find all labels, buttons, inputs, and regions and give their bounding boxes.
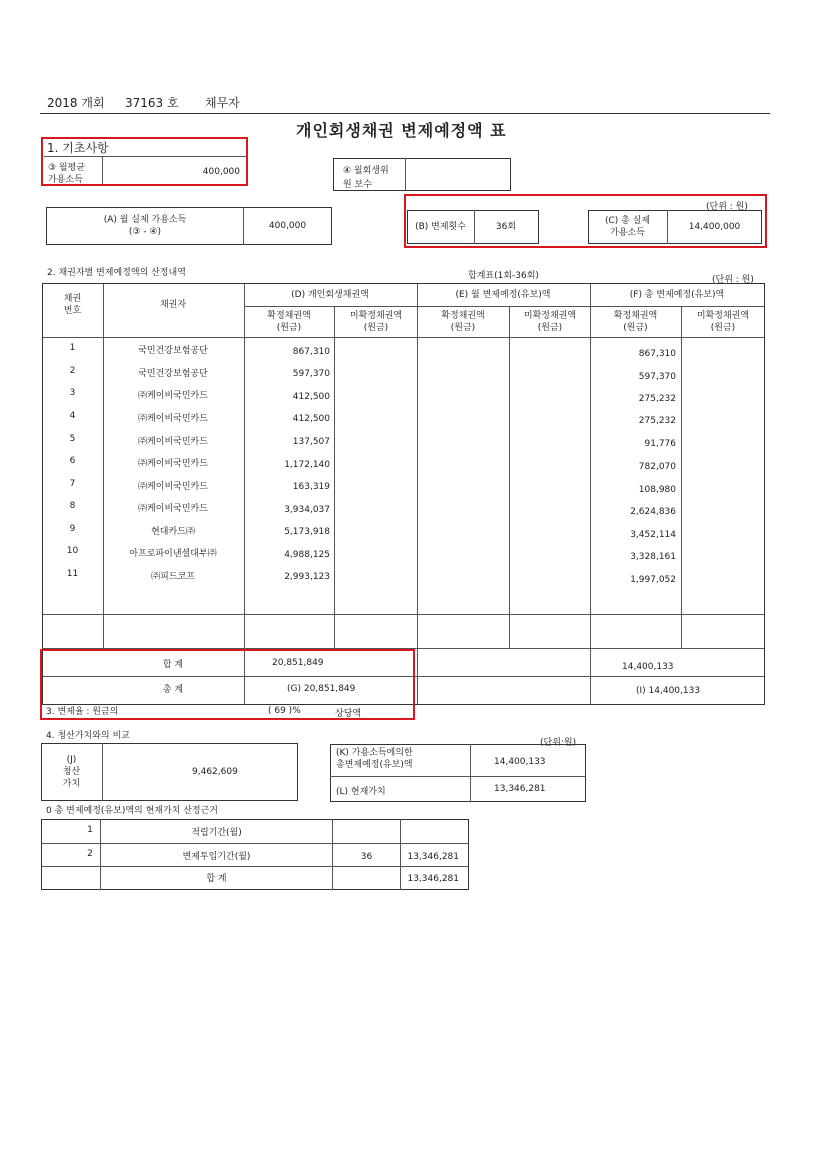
total-income-label-2: 가용소득 bbox=[610, 228, 645, 238]
row-creditor: ㈜케이비국민카드 bbox=[138, 391, 208, 401]
row-f-value: 782,070 bbox=[638, 462, 676, 472]
row-f-value: 1,997,052 bbox=[630, 575, 676, 585]
divider bbox=[405, 158, 406, 191]
case-year: 2018 개회 bbox=[47, 96, 105, 110]
unit-label-3: (단위:원) bbox=[540, 738, 577, 748]
row-f-value: 2,624,836 bbox=[630, 507, 676, 517]
row-f-value: 3,452,114 bbox=[630, 530, 676, 540]
col-f-header: (F) 총 변제예정(유보)액 bbox=[629, 289, 725, 300]
row-creditor: ㈜케이비국민카드 bbox=[138, 437, 208, 447]
monthly-income-label-1: (A) 월 실제 가용소득 bbox=[103, 214, 187, 225]
l-label: (L) 현재가치 bbox=[336, 787, 386, 797]
row-creditor: ㈜케이비국민카드 bbox=[138, 482, 208, 492]
avg-income-value: 400,000 bbox=[202, 167, 240, 177]
row-label: 적립기간(월) bbox=[191, 828, 242, 838]
row-no: 9 bbox=[69, 524, 76, 534]
row-d-value: 137,507 bbox=[292, 437, 330, 447]
summary-subtitle: 합계표(1회-36회) bbox=[468, 271, 539, 281]
row-d-value: 412,500 bbox=[292, 392, 330, 402]
section4-heading: 4. 청산가치와의 비교 bbox=[46, 731, 130, 741]
row-d-value: 1,172,140 bbox=[284, 460, 330, 470]
unit-label-2: (단위 : 원) bbox=[712, 275, 754, 285]
row-no: 5 bbox=[69, 434, 76, 444]
row-creditor: ㈜케이비국민카드 bbox=[138, 459, 208, 469]
e-confirmed-header: 확정채권액 (원금) bbox=[441, 310, 485, 333]
col-d-header: (D) 개인회생채권액 bbox=[291, 289, 369, 300]
repayment-rate-value: ( 69 )% bbox=[268, 706, 301, 716]
unit-label-1: (단위 : 원) bbox=[706, 202, 748, 212]
row-f-value: 275,232 bbox=[638, 416, 676, 426]
row-creditor: 국민건강보험공단 bbox=[138, 346, 208, 356]
row-creditor: ㈜케이비국민카드 bbox=[138, 414, 208, 424]
row-d-value: 867,310 bbox=[292, 347, 330, 357]
row-d-value: 597,370 bbox=[292, 369, 330, 379]
d-unconfirmed-header: 미확정채권액 (원금) bbox=[349, 310, 403, 333]
row-no: 4 bbox=[69, 411, 76, 421]
total-label: 총 계 bbox=[162, 685, 184, 695]
row-no: 7 bbox=[69, 479, 76, 489]
divider bbox=[330, 776, 586, 777]
k-value: 14,400,133 bbox=[494, 757, 546, 767]
avg-income-label-1: ③ 월평균 bbox=[48, 163, 86, 173]
header-rule bbox=[40, 113, 770, 114]
row-d-value: 2,993,123 bbox=[284, 572, 330, 582]
basis-total-label: 합 계 bbox=[206, 874, 227, 884]
col-e-header: (E) 월 변제예정(유보)액 bbox=[455, 289, 551, 300]
row-no: 8 bbox=[69, 501, 76, 511]
section5-heading: 0 총 변제예정(유보)액의 현재가치 산정근거 bbox=[46, 806, 218, 816]
row-f-value: 108,980 bbox=[638, 485, 676, 495]
f-confirmed-header: 확정채권액 (원금) bbox=[613, 310, 658, 333]
k-label: (K) 가용소득에의한 총변제예정(유보)액 bbox=[336, 748, 413, 770]
row-d-value: 3,934,037 bbox=[284, 505, 330, 515]
page-title: 개인회생채권 변제예정액 표 bbox=[296, 121, 507, 140]
basis-total-value: 13,346,281 bbox=[407, 874, 459, 884]
row-no: 1 bbox=[69, 343, 76, 353]
monthly-income-value: 400,000 bbox=[268, 220, 307, 231]
row-no: 10 bbox=[66, 546, 79, 556]
row-no: 2 bbox=[87, 849, 93, 859]
repayment-times-label: (B) 변제횟수 bbox=[415, 221, 466, 232]
trustee-fee-label-1: ④ 월회생위 bbox=[343, 166, 389, 176]
row-creditor: ㈜케이비국민카드 bbox=[138, 504, 208, 514]
row-creditor: 아프로파이낸셜대부㈜ bbox=[129, 549, 217, 559]
e-unconfirmed-header: 미확정채권액 (원금) bbox=[523, 310, 577, 333]
repayment-rate-label: 3. 변제율 : 원금의 bbox=[46, 707, 119, 717]
row-no: 1 bbox=[87, 825, 93, 835]
row-d-value: 412,500 bbox=[292, 414, 330, 424]
l-value: 13,346,281 bbox=[494, 784, 546, 794]
row-months: 36 bbox=[360, 852, 373, 862]
trustee-fee-label-2: 원 보수 bbox=[343, 180, 372, 190]
row-d-value: 4,988,125 bbox=[284, 550, 330, 560]
total-income-value: 14,400,000 bbox=[688, 221, 741, 232]
divider bbox=[41, 843, 469, 844]
row-f-value: 597,370 bbox=[638, 372, 676, 382]
row-f-value: 275,232 bbox=[638, 394, 676, 404]
debtor-label: 채무자 bbox=[205, 96, 240, 110]
row-no: 3 bbox=[69, 388, 76, 398]
divider bbox=[102, 743, 103, 801]
monthly-income-label bbox=[50, 209, 240, 243]
col-no-header: 채권 번호 bbox=[63, 293, 82, 316]
repayment-times-value: 36회 bbox=[495, 221, 517, 232]
row-value: 13,346,281 bbox=[407, 852, 459, 862]
sum-f-value: 14,400,133 bbox=[622, 662, 674, 672]
row-creditor: 국민건강보험공단 bbox=[138, 369, 208, 379]
sum-d-value: 20,851,849 bbox=[272, 658, 324, 668]
monthly-income-label-2: (③ - ④) bbox=[128, 227, 162, 237]
avg-income-label-2: 가용소득 bbox=[48, 175, 83, 185]
f-unconfirmed-header: 미확정채권액 (원금) bbox=[696, 310, 750, 333]
row-no: 6 bbox=[69, 456, 76, 466]
row-creditor: 현대카드㈜ bbox=[151, 527, 195, 537]
col-creditor-header: 채권자 bbox=[159, 299, 187, 310]
d-confirmed-header: 확정채권액 (원금) bbox=[267, 310, 311, 333]
divider bbox=[102, 157, 103, 184]
row-no: 2 bbox=[69, 366, 76, 376]
row-f-value: 867,310 bbox=[638, 349, 676, 359]
row-d-value: 163,319 bbox=[292, 482, 330, 492]
j-value: 9,462,609 bbox=[192, 767, 238, 777]
total-g-value: (G) 20,851,849 bbox=[287, 684, 356, 694]
section1-heading: 1. 기초사항 bbox=[47, 141, 109, 155]
case-number: 37163 호 bbox=[125, 96, 179, 110]
row-creditor: ㈜피드코프 bbox=[151, 572, 195, 582]
total-i-value: (I) 14,400,133 bbox=[636, 686, 701, 696]
row-d-value: 5,173,918 bbox=[284, 527, 330, 537]
total-income-label bbox=[589, 211, 666, 243]
repayment-rate-suffix: 상당액 bbox=[335, 709, 362, 719]
row-f-value: 3,328,161 bbox=[630, 552, 676, 562]
j-label: (J) 청산 가치 bbox=[62, 754, 81, 790]
row-label: 변제투입기간(월) bbox=[182, 852, 251, 862]
sum-label: 합 계 bbox=[162, 660, 184, 670]
row-no: 11 bbox=[66, 569, 79, 579]
divider bbox=[44, 156, 246, 157]
row-f-value: 91,776 bbox=[644, 439, 676, 449]
divider bbox=[41, 866, 469, 867]
total-income-label-1: (C) 총 실제 bbox=[604, 215, 651, 226]
section2-heading: 2. 채권자별 변제예정액의 산정내역 bbox=[47, 268, 186, 278]
divider bbox=[470, 744, 471, 802]
